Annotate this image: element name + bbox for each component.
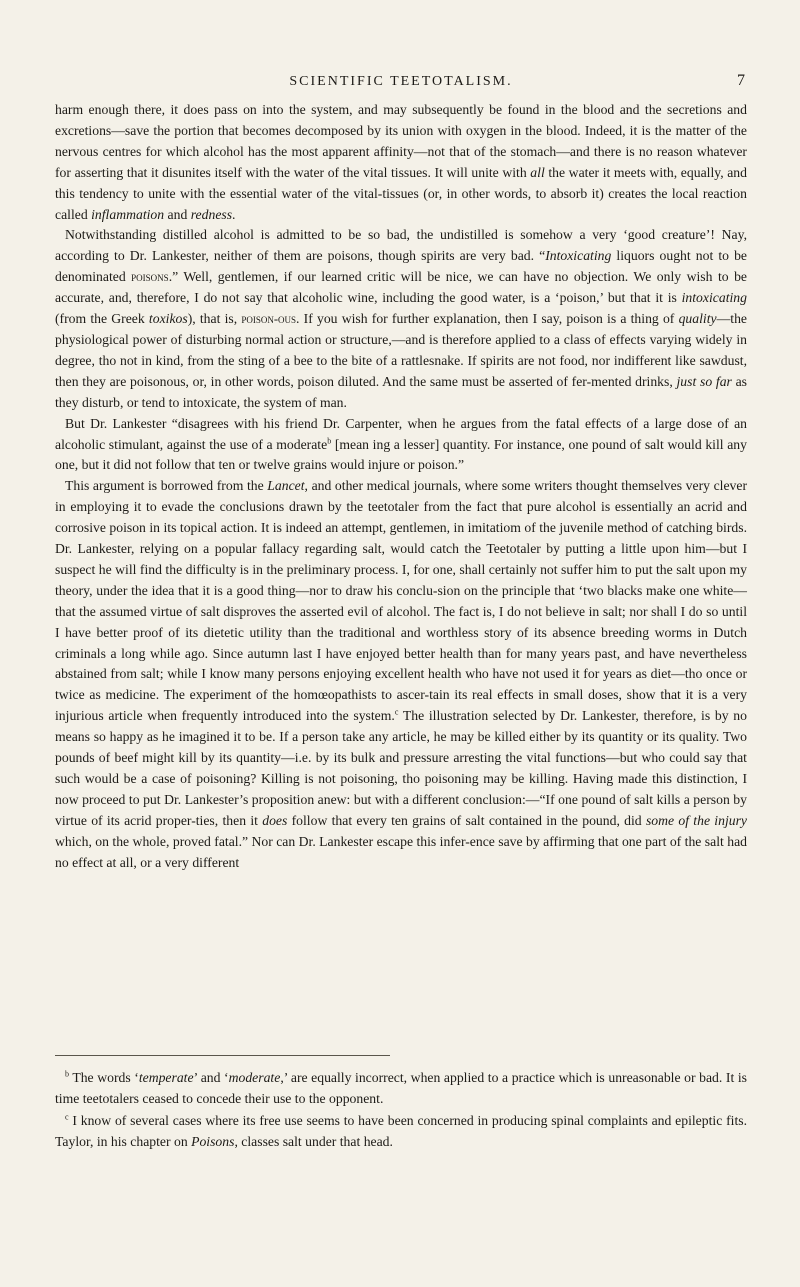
running-title: SCIENTIFIC TEETOTALISM.: [289, 74, 513, 89]
footnote-b: $^b$ The words ‘temperate’ and ‘moderate,’ are equally incorrect, when applied to a practice which is unreasonable or bad. It is time teetotalers ceased to concede their use to the opponent.: [55, 1069, 747, 1106]
paragraph-1: harm enough there, it does pass on into the system, and may subsequently be found in the blood and the secretions and excretions—save the portion that becomes decomposed by its union with oxygen in the blood. Indeed, it is the matter of the nervous centres for which alcohol has the most apparent affinity—not that of the stomach—and there is no reason whatever for asserting that it disunites itself with the water of the vital tissues. It will unite with all the water it meets with, equally, and this tendency to unite with the essential water of the vital-tissues (or, in other words, to absorb it) creates the local reaction called inflammation and redness.: [55, 102, 747, 222]
main-text: [55, 100, 747, 874]
footnote-ref-b[interactable]: b: [327, 435, 332, 445]
paragraph-4: This argument is borrowed from the Lancet, and other medical journals, where some writers thought themselves very clever in employing it to evade the conclusions drawn by the teetotaler from the fact that pure alcohol is essentially an acrid and corrosive poison in its topical action. It is indeed an attempt, gentlemen, in imitatiom of the juvenile method of catching birds. Dr. Lankester, relying on a popular fallacy regarding salt, would catch the Teetotaler by putting a little upon him—but I suspect he will find the difficulty is in the preliminary process. I, for one, shall certainly not suffer him to put the salt upon my theory, under the idea that it is a good thing—nor to draw his conclu-sion on the principle that ‘two blacks make one white—that the assumed virtue of salt disproves the asserted evil of alcohol. The fact is, I do not believe in salt; nor shall I do so until I have better proof of its dietetic utility than the traditional and worthless story of its absence breeding worms in Dutch criminals a long while ago. Since autumn last I have enjoyed better health than for many years past, and have nevertheless abstained from salt; while I know many persons enjoying excellent health who have not used it for years as diet—tho once or twice as medicine. The experiment of the homœopathists to ascer-tain its real effects in small doses, show that it is a very injurious article when frequently introduced into the system.$^c$ The illustration selected by Dr. Lankester, therefore, is by no means so happy as he imagined it to be. If a person take any article, he may be killed either by its quantity or its quality. Two pounds of beef might kill by its quantity—i.e. by its bulk and pressure arresting the vital functions—but who could say that such would be a case of poisoning? Killing is not poisoning, tho poisoning may be killing. Having made this distinction, I now proceed to put Dr. Lankester’s proposition anew: but with a different conclusion:—“If one pound of salt kills a person by virtue of its acrid proper-ties, then it does follow that every ten grains of salt contained in the pound, did some of the injury which, on the whole, proved fatal.” Nor can Dr. Lankester escape this infer-ence save by affirming that one part of the salt had no effect at all, or a very different: [55, 478, 747, 870]
footnote-ref-c[interactable]: c: [394, 707, 399, 717]
page-number: 7: [737, 72, 745, 89]
footnote-c: $^c$ I know of several cases where its free use seems to have been concerned in producing spinal complaints and epileptic fits. Taylor, in his chapter on Poisons, classes salt under that head.: [55, 1112, 747, 1149]
paragraph-2: Notwithstanding distilled alcohol is admitted to be so bad, the undistilled is somehow a very ‘good creature’! Nay, according to Dr. Lankester, neither of them are poisons, though spirits are very bad. “Intoxicating liquors ought not to be denominated poisons.” Well, gentlemen, if our learned critic will be nice, we can have no objection. We only wish to be accurate, and, therefore, I do not say that alcoholic wine, including the good water, is a ‘poison,’ but that it is intoxicating (from the Greek toxikos), that is, poison-ous. If you wish for further explanation, then I say, poison is a thing of quality—the physiological power of disturbing normal action or structure,—and is therefore applied to a class of effects varying widely in degree, tho not in kind, from the sting of a bee to the bite of a rattlesnake. If spirits are not food, nor indifferent like sawdust, then they are poisonous, or, in other words, poison diluted. And the same must be asserted of fer-mented drinks, just so far as they disturb, or tend to intoxicate, the system of man.: [55, 227, 748, 410]
footnote-divider: [55, 1055, 390, 1056]
footnotes: [55, 1068, 747, 1154]
paragraph-3: But Dr. Lankester “disagrees with his friend Dr. Carpenter, when he argues from the fatal effects of a large dose of an alcoholic stimulant, against the use of a moderate$^b$ [mean ing a lesser] quantity. For instance, one pound of salt would kill any one, but it did not follow that ten or twelve grains would injure or poison.”: [55, 415, 747, 473]
